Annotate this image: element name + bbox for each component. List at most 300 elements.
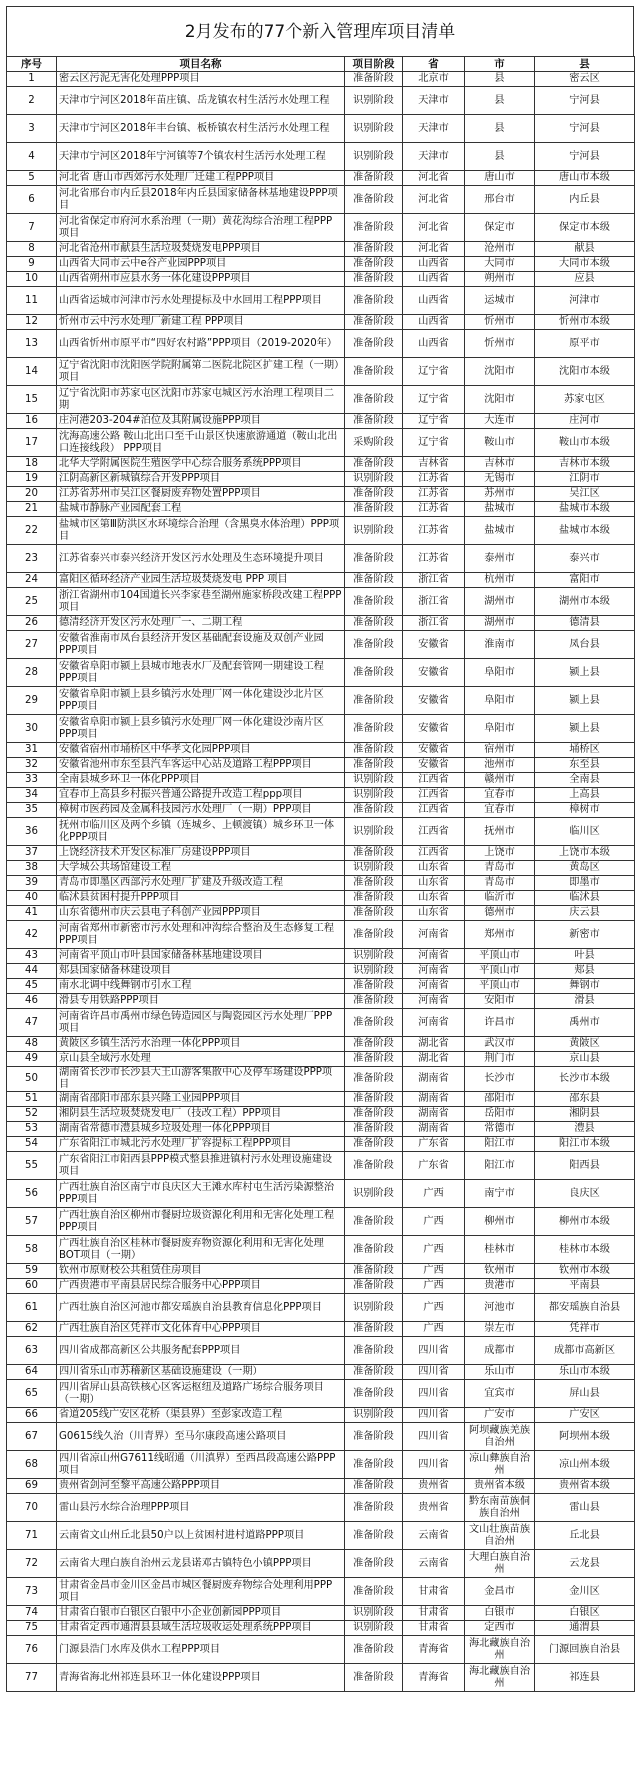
- stage-cell: 准备阶段: [345, 1380, 403, 1408]
- row-index-cell: 70: [7, 1494, 57, 1522]
- project-name-cell: 湖南省常德市澧县城乡垃圾处理一体化PPP项目: [57, 1122, 345, 1137]
- table-row: [7, 1337, 635, 1365]
- project-name-cell: 浙江省湖州市104国道长兴李家巷至湖州施家桥段改建工程PPP项目: [57, 588, 345, 616]
- stage-cell: 准备阶段: [345, 891, 403, 906]
- table-row: [7, 659, 635, 687]
- row-index-cell: 61: [7, 1294, 57, 1322]
- province-cell: 四川省: [403, 1451, 465, 1479]
- table-row: [7, 758, 635, 773]
- stage-cell: 准备阶段: [345, 330, 403, 358]
- table-row: [7, 457, 635, 472]
- row-index-cell: 30: [7, 715, 57, 743]
- table-row: [7, 687, 635, 715]
- project-name-cell: 天津市宁河区2018年宁河镇等7个镇农村生活污水处理工程: [57, 143, 345, 171]
- city-cell: 泰州市: [465, 545, 535, 573]
- row-index-cell: 26: [7, 616, 57, 631]
- stage-cell: 识别阶段: [345, 773, 403, 788]
- city-cell: 郑州市: [465, 921, 535, 949]
- province-cell: 安徽省: [403, 631, 465, 659]
- table-row: [7, 846, 635, 861]
- project-name-cell: 青岛市即墨区西部污水处理厂扩建及升级改造工程: [57, 876, 345, 891]
- table-row: [7, 1137, 635, 1152]
- project-name-cell: 广东省阳江市阳西县PPP模式整县推进镇村污水处理设施建设项目: [57, 1152, 345, 1180]
- stage-cell: 准备阶段: [345, 1479, 403, 1494]
- stage-cell: 识别阶段: [345, 1606, 403, 1621]
- stage-cell: 准备阶段: [345, 1092, 403, 1107]
- province-cell: 安徽省: [403, 687, 465, 715]
- province-cell: 广西: [403, 1279, 465, 1294]
- county-cell: 平南县: [535, 1279, 635, 1294]
- city-cell: 常德市: [465, 1122, 535, 1137]
- stage-cell: 准备阶段: [345, 631, 403, 659]
- stage-cell: 准备阶段: [345, 803, 403, 818]
- row-index-cell: 13: [7, 330, 57, 358]
- row-index-cell: 38: [7, 861, 57, 876]
- stage-cell: 准备阶段: [345, 573, 403, 588]
- county-cell: 埇桥区: [535, 743, 635, 758]
- county-cell: 金川区: [535, 1578, 635, 1606]
- county-cell: 良庆区: [535, 1180, 635, 1208]
- county-cell: 叶县: [535, 949, 635, 964]
- table-row: [7, 1494, 635, 1522]
- table-row: [7, 921, 635, 949]
- county-cell: 江阴市: [535, 472, 635, 487]
- province-cell: 四川省: [403, 1337, 465, 1365]
- province-cell: 江西省: [403, 846, 465, 861]
- stage-cell: 准备阶段: [345, 1664, 403, 1692]
- city-cell: 文山壮族苗族自治州: [465, 1522, 535, 1550]
- row-index-cell: 42: [7, 921, 57, 949]
- table-row: [7, 1052, 635, 1067]
- city-cell: 青岛市: [465, 861, 535, 876]
- stage-cell: 准备阶段: [345, 72, 403, 87]
- row-index-cell: 53: [7, 1122, 57, 1137]
- table-row: [7, 1107, 635, 1122]
- stage-cell: 准备阶段: [345, 386, 403, 414]
- row-index-cell: 63: [7, 1337, 57, 1365]
- table-row: [7, 1550, 635, 1578]
- stage-cell: 准备阶段: [345, 214, 403, 242]
- city-cell: 朔州市: [465, 272, 535, 287]
- city-cell: 贵港市: [465, 1279, 535, 1294]
- row-index-cell: 65: [7, 1380, 57, 1408]
- county-cell: 阳西县: [535, 1152, 635, 1180]
- project-name-cell: 四川省屏山县高铁核心区客运枢纽及道路广场综合服务项目（一期）: [57, 1380, 345, 1408]
- county-cell: 黄岛区: [535, 861, 635, 876]
- city-cell: 忻州市: [465, 315, 535, 330]
- table-row: [7, 72, 635, 87]
- county-cell: 郏县: [535, 964, 635, 979]
- county-cell: 庄河市: [535, 414, 635, 429]
- row-index-cell: 22: [7, 517, 57, 545]
- row-index-cell: 31: [7, 743, 57, 758]
- stage-cell: 准备阶段: [345, 257, 403, 272]
- province-cell: 广东省: [403, 1137, 465, 1152]
- row-index-cell: 4: [7, 143, 57, 171]
- province-cell: 四川省: [403, 1380, 465, 1408]
- project-name-cell: 南水北调中线舞钢市引水工程: [57, 979, 345, 994]
- county-cell: 应县: [535, 272, 635, 287]
- province-cell: 云南省: [403, 1522, 465, 1550]
- project-name-cell: 贵州省剑河至黎平高速公路PPP项目: [57, 1479, 345, 1494]
- county-cell: 密云区: [535, 72, 635, 87]
- stage-cell: 准备阶段: [345, 1578, 403, 1606]
- row-index-cell: 41: [7, 906, 57, 921]
- row-index-cell: 2: [7, 87, 57, 115]
- table-row: [7, 171, 635, 186]
- table-row: [7, 1365, 635, 1380]
- stage-cell: 识别阶段: [345, 949, 403, 964]
- project-name-cell: 山西省忻州市原平市“四好农村路”PPP项目（2019-2020年）: [57, 330, 345, 358]
- table-row: [7, 186, 635, 214]
- province-cell: 甘肃省: [403, 1621, 465, 1636]
- table-row: [7, 272, 635, 287]
- province-cell: 山西省: [403, 315, 465, 330]
- row-index-cell: 24: [7, 573, 57, 588]
- project-name-cell: 省道205线广安区花桥（渠县界）至彭家改造工程: [57, 1408, 345, 1423]
- row-index-cell: 5: [7, 171, 57, 186]
- province-cell: 浙江省: [403, 588, 465, 616]
- project-name-cell: 甘肃省定西市通渭县县域生活垃圾收运处理系统PPP项目: [57, 1621, 345, 1636]
- county-cell: 吉林市本级: [535, 457, 635, 472]
- stage-cell: 准备阶段: [345, 1037, 403, 1052]
- row-index-cell: 71: [7, 1522, 57, 1550]
- row-index-cell: 67: [7, 1423, 57, 1451]
- stage-cell: 识别阶段: [345, 472, 403, 487]
- row-index-cell: 55: [7, 1152, 57, 1180]
- province-cell: 广西: [403, 1294, 465, 1322]
- stage-cell: 识别阶段: [345, 1294, 403, 1322]
- stage-cell: 准备阶段: [345, 846, 403, 861]
- project-name-cell: 广西贵港市平南县居民综合服务中心PPP项目: [57, 1279, 345, 1294]
- row-index-cell: 14: [7, 358, 57, 386]
- table-row: [7, 1067, 635, 1092]
- province-cell: 安徽省: [403, 758, 465, 773]
- header-province: 省: [403, 57, 465, 72]
- city-cell: 上饶市: [465, 846, 535, 861]
- province-cell: 北京市: [403, 72, 465, 87]
- county-cell: 沈阳市本级: [535, 358, 635, 386]
- province-cell: 辽宁省: [403, 358, 465, 386]
- stage-cell: 准备阶段: [345, 687, 403, 715]
- province-cell: 安徽省: [403, 659, 465, 687]
- row-index-cell: 35: [7, 803, 57, 818]
- stage-cell: 准备阶段: [345, 287, 403, 315]
- county-cell: 颍上县: [535, 687, 635, 715]
- province-cell: 湖南省: [403, 1092, 465, 1107]
- city-cell: 长沙市: [465, 1067, 535, 1092]
- city-cell: 阳江市: [465, 1152, 535, 1180]
- row-index-cell: 18: [7, 457, 57, 472]
- county-cell: 新密市: [535, 921, 635, 949]
- city-cell: 武汉市: [465, 1037, 535, 1052]
- province-cell: 广东省: [403, 1152, 465, 1180]
- stage-cell: 准备阶段: [345, 1451, 403, 1479]
- project-name-cell: 江阴高新区新城镇综合开发PPP项目: [57, 472, 345, 487]
- stage-cell: 准备阶段: [345, 1636, 403, 1664]
- county-cell: 阳江市本级: [535, 1137, 635, 1152]
- city-cell: 贵州省本级: [465, 1479, 535, 1494]
- project-name-cell: 江苏省苏州市吴江区餐厨废弃物处置PPP项目: [57, 487, 345, 502]
- province-cell: 湖南省: [403, 1107, 465, 1122]
- project-name-cell: 四川省成都高新区公共服务配套PPP项目: [57, 1337, 345, 1365]
- project-name-cell: 广西壮族自治区桂林市餐厨废弃物资源化利用和无害化处理BOT项目（一期）: [57, 1236, 345, 1264]
- stage-cell: 识别阶段: [345, 1621, 403, 1636]
- project-name-cell: 樟树市医药园及金属科技园污水处理厂（一期）PPP项目: [57, 803, 345, 818]
- header-project-name: 项目名称: [57, 57, 345, 72]
- city-cell: 苏州市: [465, 487, 535, 502]
- table-row: [7, 1578, 635, 1606]
- project-name-cell: 安徽省池州市东至县汽车客运中心站及道路工程PPP项目: [57, 758, 345, 773]
- stage-cell: 准备阶段: [345, 1067, 403, 1092]
- province-cell: 山东省: [403, 861, 465, 876]
- province-cell: 河南省: [403, 921, 465, 949]
- table-row: [7, 906, 635, 921]
- city-cell: 许昌市: [465, 1009, 535, 1037]
- row-index-cell: 49: [7, 1052, 57, 1067]
- province-cell: 河南省: [403, 979, 465, 994]
- province-cell: 山西省: [403, 257, 465, 272]
- stage-cell: 准备阶段: [345, 1137, 403, 1152]
- province-cell: 甘肃省: [403, 1606, 465, 1621]
- table-row: [7, 1606, 635, 1621]
- county-cell: 颍上县: [535, 659, 635, 687]
- project-name-cell: 湖南省长沙市长沙县大王山游客集散中心及停车场建设PPP项目: [57, 1067, 345, 1092]
- table-row: [7, 214, 635, 242]
- project-name-cell: 甘肃省金昌市金川区金昌市城区餐厨废弃物综合处理利用PPP项目: [57, 1578, 345, 1606]
- county-cell: 柳州市本级: [535, 1208, 635, 1236]
- province-cell: 贵州省: [403, 1494, 465, 1522]
- project-name-cell: 四川省凉山州G7611线昭通（川滇界）至西昌段高速公路PPP项目: [57, 1451, 345, 1479]
- stage-cell: 准备阶段: [345, 1550, 403, 1578]
- province-cell: 江苏省: [403, 502, 465, 517]
- province-cell: 青海省: [403, 1636, 465, 1664]
- project-name-cell: 云南省大理白族自治州云龙县诺邓古镇特色小镇PPP项目: [57, 1550, 345, 1578]
- county-cell: 临沭县: [535, 891, 635, 906]
- county-cell: 唐山市本级: [535, 171, 635, 186]
- row-index-cell: 10: [7, 272, 57, 287]
- city-cell: 金昌市: [465, 1578, 535, 1606]
- city-cell: 青岛市: [465, 876, 535, 891]
- table-row: [7, 1408, 635, 1423]
- city-cell: 宜春市: [465, 803, 535, 818]
- row-index-cell: 43: [7, 949, 57, 964]
- county-cell: 庆云县: [535, 906, 635, 921]
- county-cell: 邵东县: [535, 1092, 635, 1107]
- row-index-cell: 29: [7, 687, 57, 715]
- row-index-cell: 48: [7, 1037, 57, 1052]
- province-cell: 山东省: [403, 891, 465, 906]
- city-cell: 运城市: [465, 287, 535, 315]
- table-row: [7, 487, 635, 502]
- project-name-cell: 河南省平顶山市叶县国家储备林基地建设项目: [57, 949, 345, 964]
- project-name-cell: 广东省阳江市城北污水处理厂扩容提标工程PPP项目: [57, 1137, 345, 1152]
- table-row: [7, 1180, 635, 1208]
- province-cell: 河北省: [403, 214, 465, 242]
- row-index-cell: 59: [7, 1264, 57, 1279]
- table-row: [7, 242, 635, 257]
- province-cell: 广西: [403, 1180, 465, 1208]
- county-cell: 澧县: [535, 1122, 635, 1137]
- stage-cell: 识别阶段: [345, 87, 403, 115]
- province-cell: 广西: [403, 1322, 465, 1337]
- city-cell: 湖州市: [465, 616, 535, 631]
- county-cell: 盐城市本级: [535, 502, 635, 517]
- row-index-cell: 7: [7, 214, 57, 242]
- stage-cell: 准备阶段: [345, 315, 403, 330]
- project-name-cell: 甘肃省白银市白银区白银中小企业创新园PPP项目: [57, 1606, 345, 1621]
- table-row: [7, 1664, 635, 1692]
- county-cell: 桂林市本级: [535, 1236, 635, 1264]
- project-name-cell: 北华大学附属医院生殖医学中心综合服务系统PPP项目: [57, 457, 345, 472]
- row-index-cell: 1: [7, 72, 57, 87]
- county-cell: 京山县: [535, 1052, 635, 1067]
- table-row: [7, 876, 635, 891]
- county-cell: 都安瑶族自治县: [535, 1294, 635, 1322]
- city-cell: 鞍山市: [465, 429, 535, 457]
- city-cell: 无锡市: [465, 472, 535, 487]
- table-row: [7, 1122, 635, 1137]
- stage-cell: 准备阶段: [345, 659, 403, 687]
- county-cell: 河津市: [535, 287, 635, 315]
- county-cell: 富阳市: [535, 573, 635, 588]
- stage-cell: 准备阶段: [345, 242, 403, 257]
- county-cell: 丘北县: [535, 1522, 635, 1550]
- county-cell: 全南县: [535, 773, 635, 788]
- row-index-cell: 34: [7, 788, 57, 803]
- city-cell: 县: [465, 87, 535, 115]
- table-row: [7, 545, 635, 573]
- city-cell: 黔东南苗族侗族自治州: [465, 1494, 535, 1522]
- stage-cell: 识别阶段: [345, 517, 403, 545]
- row-index-cell: 20: [7, 487, 57, 502]
- table-row: [7, 1264, 635, 1279]
- table-row: [7, 502, 635, 517]
- county-cell: 湘阴县: [535, 1107, 635, 1122]
- table-row: [7, 1621, 635, 1636]
- table-row: [7, 115, 635, 143]
- row-index-cell: 27: [7, 631, 57, 659]
- table-row: [7, 1451, 635, 1479]
- stage-cell: 准备阶段: [345, 1494, 403, 1522]
- project-name-cell: 忻州市云中污水处理厂新建工程 PPP项目: [57, 315, 345, 330]
- table-row: [7, 358, 635, 386]
- project-name-cell: 江苏省泰兴市泰兴经济开发区污水处理及生态环境提升项目: [57, 545, 345, 573]
- province-cell: 河南省: [403, 994, 465, 1009]
- project-name-cell: 门源县浩门水库及供水工程PPP项目: [57, 1636, 345, 1664]
- table-row: [7, 631, 635, 659]
- stage-cell: 准备阶段: [345, 906, 403, 921]
- project-name-cell: 四川省乐山市苏稽新区基础设施建设（一期）: [57, 1365, 345, 1380]
- province-cell: 山西省: [403, 330, 465, 358]
- project-name-cell: 湘阴县生活垃圾焚烧发电厂（技改工程）PPP项目: [57, 1107, 345, 1122]
- province-cell: 河北省: [403, 242, 465, 257]
- project-name-cell: 黄陂区乡镇生活污水治理一体化PPP项目: [57, 1037, 345, 1052]
- table-row: [7, 616, 635, 631]
- row-index-cell: 3: [7, 115, 57, 143]
- city-cell: 忻州市: [465, 330, 535, 358]
- county-cell: 禹州市: [535, 1009, 635, 1037]
- stage-cell: 采购阶段: [345, 429, 403, 457]
- city-cell: 县: [465, 115, 535, 143]
- stage-cell: 识别阶段: [345, 1408, 403, 1423]
- project-name-cell: G0615线久治（川青界）至马尔康段高速公路项目: [57, 1423, 345, 1451]
- table-row: [7, 1152, 635, 1180]
- project-name-cell: 安徽省阜阳市颍上县乡镇污水处理厂网一体化建设沙南片区PPP项目: [57, 715, 345, 743]
- county-cell: 贵州省本级: [535, 1479, 635, 1494]
- province-cell: 河南省: [403, 1009, 465, 1037]
- row-index-cell: 76: [7, 1636, 57, 1664]
- project-name-cell: 安徽省阜阳市颍上县乡镇污水处理厂网一体化建设沙北片区PPP项目: [57, 687, 345, 715]
- project-name-cell: 河北省保定市府河水系治理（一期）黄花沟综合治理工程PPP项目: [57, 214, 345, 242]
- province-cell: 安徽省: [403, 743, 465, 758]
- city-cell: 沧州市: [465, 242, 535, 257]
- city-cell: 平顶山市: [465, 979, 535, 994]
- stage-cell: 准备阶段: [345, 502, 403, 517]
- county-cell: 内丘县: [535, 186, 635, 214]
- county-cell: 凭祥市: [535, 1322, 635, 1337]
- project-name-cell: 湖南省邵阳市邵东县兴隆工业园PPP项目: [57, 1092, 345, 1107]
- province-cell: 江苏省: [403, 487, 465, 502]
- city-cell: 杭州市: [465, 573, 535, 588]
- province-cell: 河南省: [403, 964, 465, 979]
- province-cell: 天津市: [403, 115, 465, 143]
- stage-cell: 准备阶段: [345, 758, 403, 773]
- project-name-cell: 河北省沧州市献县生活垃圾焚烧发电PPP项目: [57, 242, 345, 257]
- row-index-cell: 52: [7, 1107, 57, 1122]
- table-row: [7, 1294, 635, 1322]
- county-cell: 阿坝州本级: [535, 1423, 635, 1451]
- province-cell: 江西省: [403, 818, 465, 846]
- stage-cell: 准备阶段: [345, 921, 403, 949]
- province-cell: 浙江省: [403, 573, 465, 588]
- province-cell: 河北省: [403, 171, 465, 186]
- county-cell: 颍上县: [535, 715, 635, 743]
- stage-cell: 识别阶段: [345, 788, 403, 803]
- stage-cell: 准备阶段: [345, 1009, 403, 1037]
- stage-cell: 识别阶段: [345, 115, 403, 143]
- row-index-cell: 58: [7, 1236, 57, 1264]
- county-cell: 忻州市本级: [535, 315, 635, 330]
- row-index-cell: 37: [7, 846, 57, 861]
- city-cell: 县: [465, 143, 535, 171]
- project-name-cell: 德清经济开发区污水处理厂一、二期工程: [57, 616, 345, 631]
- list-sheet: [6, 6, 634, 1692]
- table-row: [7, 517, 635, 545]
- county-cell: 门源回族自治县: [535, 1636, 635, 1664]
- province-cell: 天津市: [403, 143, 465, 171]
- table-row: [7, 1279, 635, 1294]
- city-cell: 吉林市: [465, 457, 535, 472]
- city-cell: 凉山彝族自治州: [465, 1451, 535, 1479]
- city-cell: 赣州市: [465, 773, 535, 788]
- province-cell: 湖南省: [403, 1067, 465, 1092]
- row-index-cell: 19: [7, 472, 57, 487]
- city-cell: 定西市: [465, 1621, 535, 1636]
- project-name-cell: 大学城公共场馆建设工程: [57, 861, 345, 876]
- stage-cell: 准备阶段: [345, 414, 403, 429]
- row-index-cell: 9: [7, 257, 57, 272]
- project-table: [6, 56, 635, 1692]
- province-cell: 江西省: [403, 773, 465, 788]
- county-cell: 钦州市本级: [535, 1264, 635, 1279]
- city-cell: 抚州市: [465, 818, 535, 846]
- stage-cell: 准备阶段: [345, 979, 403, 994]
- province-cell: 云南省: [403, 1550, 465, 1578]
- county-cell: 白银区: [535, 1606, 635, 1621]
- province-cell: 江西省: [403, 788, 465, 803]
- project-name-cell: 山西省朔州市应县水务一体化建设PPP项目: [57, 272, 345, 287]
